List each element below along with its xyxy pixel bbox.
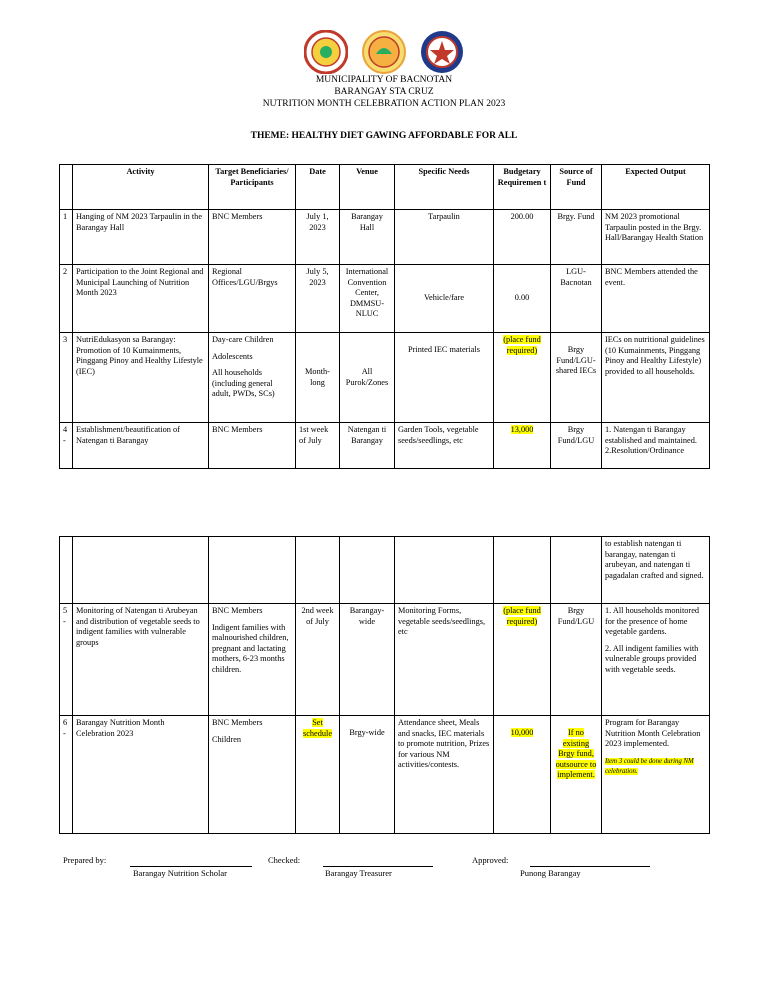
col-venue: Venue [340, 165, 395, 210]
venue-cell: Barangay-wide [340, 604, 395, 716]
venue-cell [340, 716, 395, 834]
action-plan-table [59, 164, 710, 469]
prepared-by-label: Prepared by: [63, 855, 107, 865]
activity-cell: Establishment/beautification of Natengan ti Barangay [73, 423, 209, 469]
output-cell [602, 423, 710, 469]
output-line: 1. Natengan ti Barangay established and maintained. [605, 425, 697, 445]
col-target: Target Beneficiaries/ Participants [209, 165, 296, 210]
target-line: BNC Members [212, 606, 263, 615]
budget-cell [494, 716, 551, 834]
target-cell [209, 716, 296, 834]
prepared-signature-line [130, 866, 252, 867]
approved-label: Approved: [472, 855, 509, 865]
col-output: Expected Output [602, 165, 710, 210]
table-row [60, 210, 710, 265]
output-line: 1. All households monitored for the presence of home vegetable gardens. [605, 606, 700, 636]
target-line: BNC Members [212, 718, 263, 727]
output-line: Program for Barangay Nutrition Month Celebration 2023 implemented. [605, 718, 701, 748]
venue-cell: Natengan ti Barangay [340, 423, 395, 469]
fund-cell: Brgy Fund/LGU [551, 423, 602, 469]
needs-cell: Garden Tools, vegetable seeds/seedlings, etc [395, 423, 494, 469]
barangay-title: BARANGAY STA CRUZ [334, 87, 434, 97]
nutrition-council-seal-icon [362, 30, 406, 74]
col-activity: Activity [73, 165, 209, 210]
budget-cell [494, 333, 551, 423]
target-cell: Regional Offices/LGU/Brgys [209, 265, 296, 333]
table-header-row [60, 165, 710, 210]
output-cell [602, 716, 710, 834]
output-note: Item 3 could be done during NM celebration. [605, 757, 694, 775]
plan-title: NUTRITION MONTH CELEBRATION ACTION PLAN 2023 [262, 99, 506, 109]
checked-role: Barangay Treasurer [325, 868, 392, 878]
output-cell: BNC Members attended the event. [602, 265, 710, 333]
budget-cell [494, 604, 551, 716]
date-cell: 2nd week of July [296, 604, 340, 716]
table-row [60, 716, 710, 834]
fund-text: Brgy Fund/LGU-shared IECs [555, 345, 597, 375]
action-plan-table-continued [59, 536, 710, 834]
needs-cell: Vehicle/fare [395, 265, 494, 333]
row-number: 6 - [60, 716, 73, 834]
venue-cell: International Convention Center, DMMSU-NLUC [340, 265, 395, 333]
target-line: Adolescents [212, 351, 253, 361]
row-number: 1 [60, 210, 73, 265]
date-cell: 1st week of July [296, 423, 340, 469]
needs-cell: Attendance sheet, Meals and snacks, IEC materials to promote nutrition, Prizes for various NM activities/contests. [395, 716, 494, 834]
date-cell: July 5, 2023 [296, 265, 340, 333]
budget-highlight: 13,000 [510, 425, 534, 434]
target-line: Day-care Children [212, 335, 274, 344]
target-line: Indigent families with malnourished children, pregnant and lactating mothers, 6-23 months children. [212, 622, 289, 674]
output-line: 2. All indigent families with vulnerable groups provided with vegetable seeds. [605, 643, 699, 674]
row-number: 2 [60, 265, 73, 333]
target-cell [209, 333, 296, 423]
fund-cell: Brgy Fund/LGU [551, 604, 602, 716]
approved-role: Punong Barangay [520, 868, 581, 878]
budget-highlight: (place fund required) [503, 606, 541, 626]
table-row [60, 604, 710, 716]
output-cell [602, 604, 710, 716]
col-needs: Specific Needs [395, 165, 494, 210]
needs-cell [395, 333, 494, 423]
checked-label: Checked: [268, 855, 301, 865]
col-budget: Budgetary Requiremen t [494, 165, 551, 210]
venue-cell: All Purok/Zones [340, 333, 395, 423]
budget-highlight: 10,000 [510, 728, 534, 737]
fund-cell: LGU-Bacnotan [551, 265, 602, 333]
fund-cell [551, 333, 602, 423]
target-line: Children [212, 734, 242, 744]
table-row [60, 265, 710, 333]
col-date: Date [296, 165, 340, 210]
target-line: All households (including general adult, PWDs, SCs) [212, 368, 275, 398]
logos-row [0, 30, 768, 74]
checked-signature-line [323, 866, 433, 867]
fund-cell: Brgy. Fund [551, 210, 602, 265]
bnc-seal-icon [420, 30, 464, 74]
theme-title: THEME: HEALTHY DIET GAWING AFFORDABLE FOR ALL [250, 131, 518, 141]
budget-cell [494, 423, 551, 469]
table-row [60, 423, 710, 469]
municipal-seal-icon [304, 30, 348, 74]
venue-text: Brgy-wide [349, 728, 385, 737]
activity-cell: Barangay Nutrition Month Celebration 2023 [73, 716, 209, 834]
fund-cell [551, 716, 602, 834]
date-cell: Month-long [296, 333, 340, 423]
target-cell: BNC Members [209, 210, 296, 265]
table-row [60, 333, 710, 423]
activity-cell: NutriEdukasyon sa Barangay: Promotion of 10 Kumainments, Pinggang Pinoy and Healthy Lifestyle (IEC) [73, 333, 209, 423]
prepared-role: Barangay Nutrition Scholar [133, 868, 227, 878]
target-cell [209, 604, 296, 716]
needs-cell: Tarpaulin [395, 210, 494, 265]
col-fund: Source of Fund [551, 165, 602, 210]
table-row [60, 537, 710, 604]
activity-cell: Participation to the Joint Regional and Municipal Launching of Nutrition Month 2023 [73, 265, 209, 333]
row-number: 4 - [60, 423, 73, 469]
document-header [0, 74, 768, 110]
output-line: 2.Resolution/Ordinance [605, 446, 685, 455]
fund-highlight: If no existing Brgy fund, outsource to implement. [555, 728, 597, 779]
row-number: 3 [60, 333, 73, 423]
venue-cell: Barangay Hall [340, 210, 395, 265]
row-number: 5 - [60, 604, 73, 716]
budget-highlight: (place fund required) [503, 335, 541, 355]
output-cell: IECs on nutritional guidelines (10 Kumainments, Pinggang Pinoy and Healthy Lifestyle) provided to all households. [602, 333, 710, 423]
approved-signature-line [530, 866, 650, 867]
date-cell: July 1, 2023 [296, 210, 340, 265]
needs-cell: Monitoring Forms, vegetable seeds/seedlings, etc [395, 604, 494, 716]
budget-cell: 0.00 [494, 265, 551, 333]
needs-text: Printed IEC materials [408, 345, 480, 354]
output-cell: NM 2023 promotional Tarpaulin posted in the Brgy. Hall/Barangay Health Station [602, 210, 710, 265]
activity-cell: Hanging of NM 2023 Tarpaulin in the Barangay Hall [73, 210, 209, 265]
date-cell [296, 716, 340, 834]
date-highlight: Set schedule [302, 718, 333, 738]
target-cell: BNC Members [209, 423, 296, 469]
output-continuation: to establish natengan ti barangay, natengan ti arubeyan, and natengan ti pagadalan crafted and signed. [602, 537, 710, 604]
budget-cell: 200.00 [494, 210, 551, 265]
municipality-title: MUNICIPALITY OF BACNOTAN [315, 75, 453, 85]
activity-cell: Monitoring of Natengan ti Arubeyan and distribution of vegetable seeds to indigent families with vulnerable groups [73, 604, 209, 716]
